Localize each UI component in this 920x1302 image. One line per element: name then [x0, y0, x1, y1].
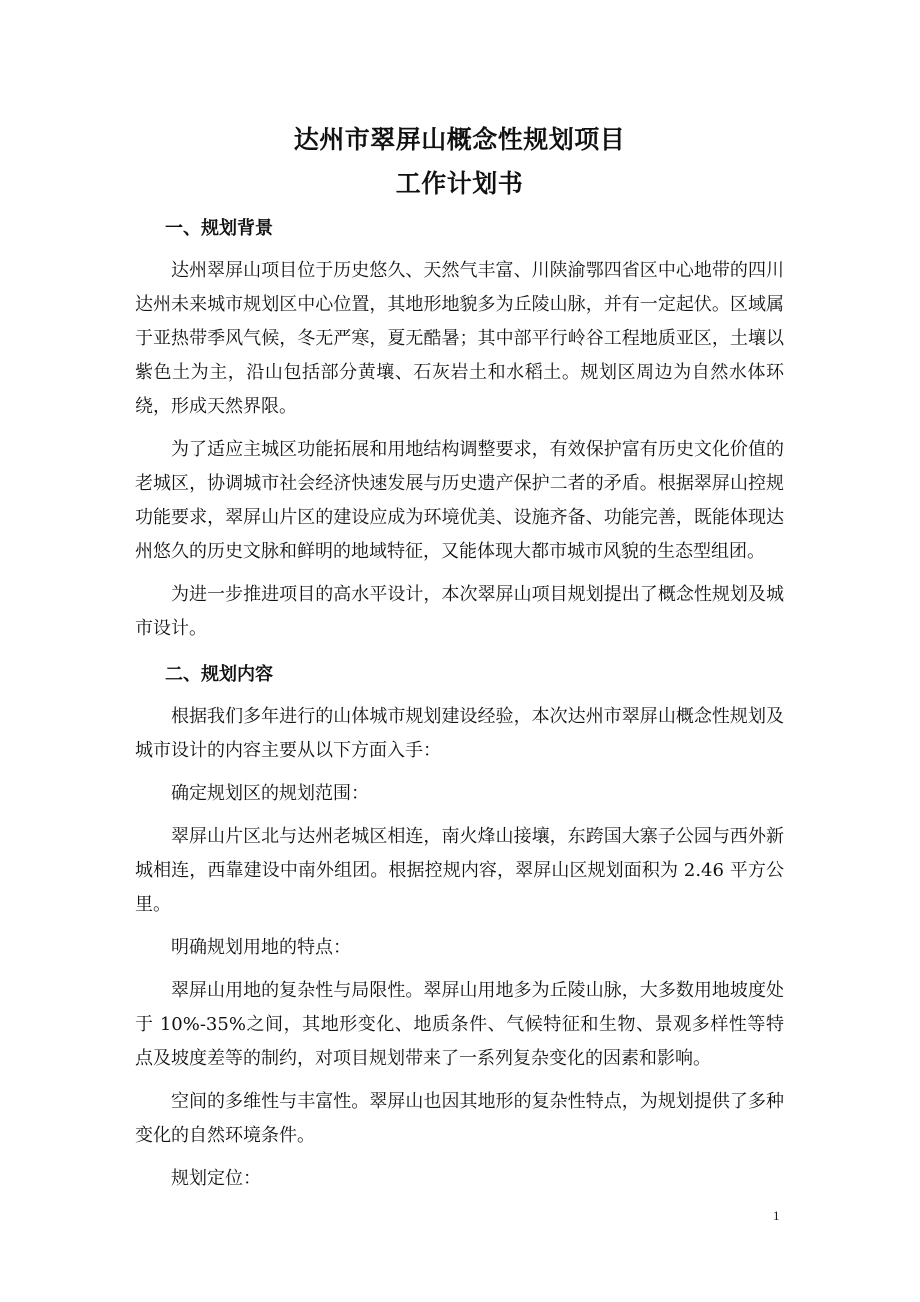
paragraph: 为了适应主城区功能拓展和用地结构调整要求，有效保护富有历史文化价值的老城区，协调城市社会经济快速发展与历史遗产保护二者的矛盾。根据翠屏山控规功能要求，翠屏山片区的建设应成为环境优美、设施齐备、功能完善，既能体现达州悠久的历史文脉和鲜明的地域特征，又能体现大都市城市风貌的生态型组团。 — [135, 439, 784, 562]
page-number: 1 — [773, 1208, 780, 1223]
paragraph: 翠屏山用地的复杂性与局限性。翠屏山用地多为丘陵山脉，大多数用地坡度处于 10%-35%之间，其地形变化、地质条件、气候特征和生物、景观多样性等特点及坡度差等的制约，对项目规划带来了一系列复杂变化的因素和影响。 — [135, 980, 784, 1069]
document-title: 达州市翠屏山概念性规划项目 — [293, 125, 626, 154]
paragraph: 明确规划用地的特点： — [171, 937, 351, 958]
paragraph: 确定规划区的规划范围： — [171, 783, 369, 804]
paragraph: 规划定位： — [171, 1168, 261, 1189]
paragraph: 翠屏山片区北与达州老城区相连，南火烽山接壤，东跨国大寨子公园与西外新城相连，西靠建设中南外组团。根据控规内容，翠屏山区规划面积为 2.46 平方公里。 — [135, 826, 784, 915]
paragraph: 根据我们多年进行的山体城市规划建设经验，本次达州市翠屏山概念性规划及城市设计的内容主要从以下方面入手： — [135, 706, 784, 761]
paragraph: 空间的多维性与丰富性。翠屏山也因其地形的复杂性特点，为规划提供了多种变化的自然环境条件。 — [135, 1091, 784, 1146]
section-heading-background: 一、规划背景 — [165, 218, 273, 239]
paragraph: 达州翠屏山项目位于历史悠久、天然气丰富、川陕渝鄂四省区中心地带的四川达州未来城市规划区中心位置，其地形地貌多为丘陵山脉，并有一定起伏。区域属于亚热带季风气候，冬无严寒，夏无酷暑；其中部平行岭谷工程地质亚区，土壤以紫色土为主，沿山包括部分黄壤、石灰岩土和水稻土。规划区周边为自然水体环绕，形成天然界限。 — [135, 260, 784, 417]
paragraph: 为进一步推进项目的高水平设计，本次翠屏山项目规划提出了概念性规划及城市设计。 — [135, 584, 784, 639]
document-body — [135, 118, 784, 1205]
document-subtitle: 工作计划书 — [395, 169, 524, 198]
section-heading-content: 二、规划内容 — [165, 664, 273, 685]
